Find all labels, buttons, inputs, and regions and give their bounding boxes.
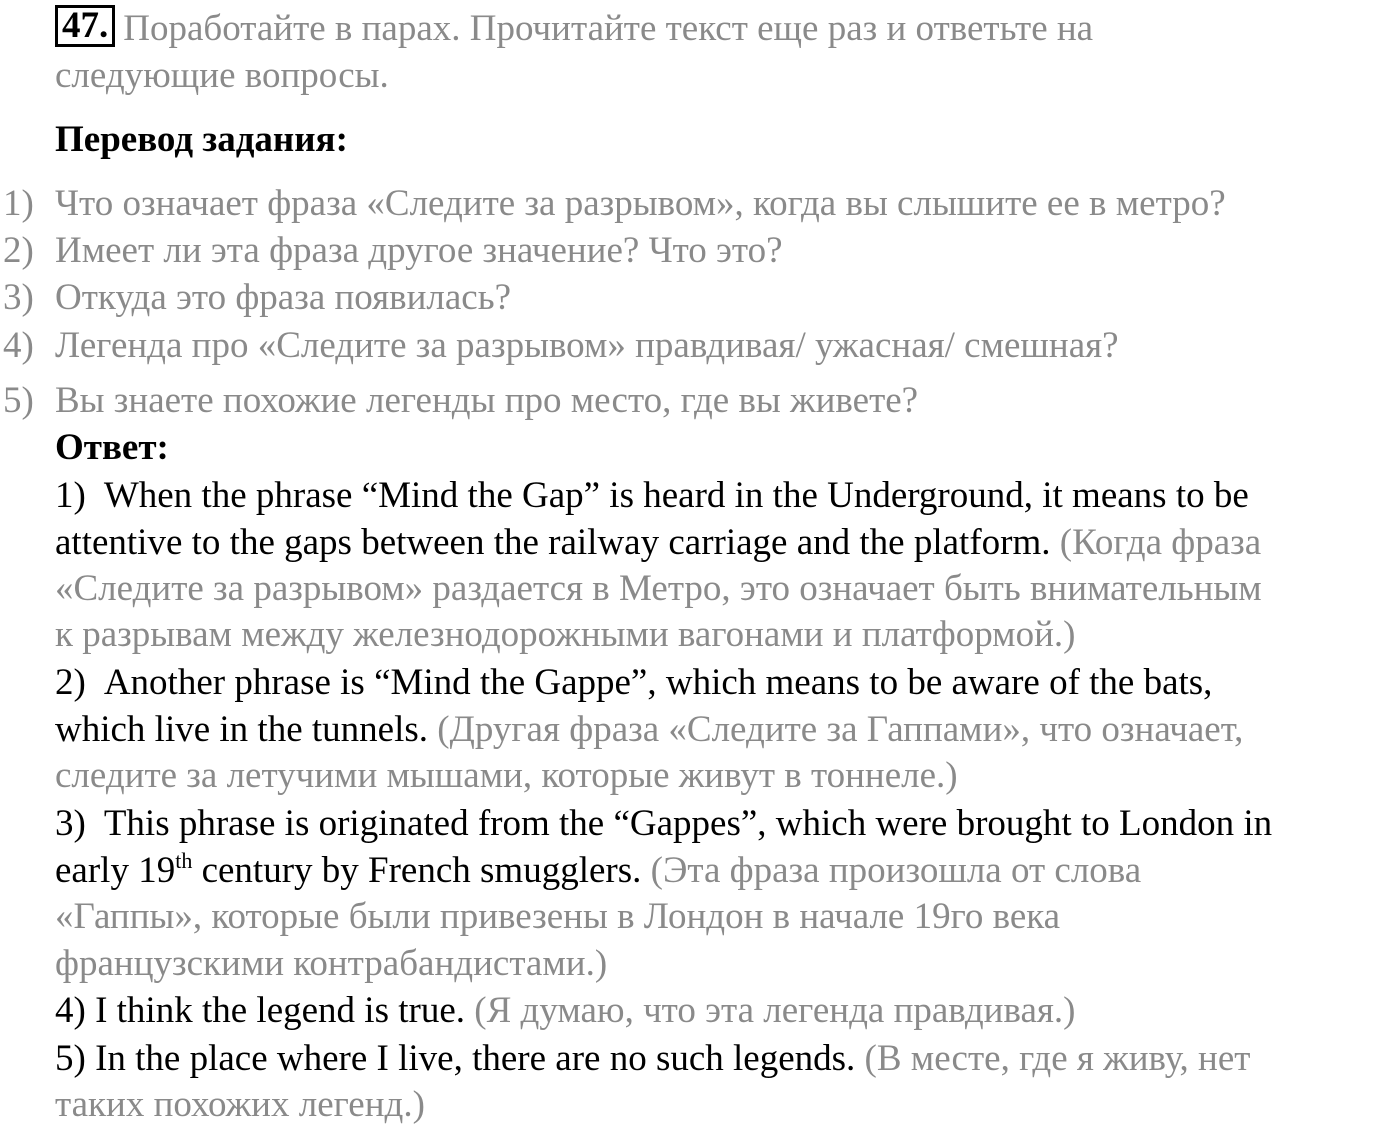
task-text: Поработайте в парах. Прочитайте текст еще раз и ответьте на — [123, 8, 1094, 49]
question-2 — [3, 228, 783, 274]
answer-3-line-3: «Гаппы», которые были привезены в Лондон в начале 19го века — [55, 896, 1061, 937]
question-text: Вы знаете похожие легенды про место, где вы живете? — [55, 380, 919, 421]
question-text: Имеет ли эта фраза другое значение? Что это? — [55, 230, 783, 271]
task-number-box: 47. — [55, 5, 115, 47]
question-text: Откуда это фраза появилась? — [55, 277, 511, 318]
task-line-1 — [55, 5, 1093, 52]
question-4 — [3, 323, 1119, 369]
answer-heading: Ответ: — [55, 427, 169, 468]
answer-5-line-1 — [55, 1036, 1250, 1082]
answer-number: 2) — [55, 662, 86, 703]
answer-translation: (Я думаю, что эта легенда правдивая.) — [474, 990, 1076, 1031]
question-text: Легенда про «Следите за разрывом» правдивая/ ужасная/ смешная? — [55, 325, 1119, 366]
task-line-2: следующие вопросы. — [55, 55, 389, 96]
answer-translation: (Другая фраза «Следите за Гаппами», что означает, — [437, 709, 1244, 750]
answer-1-line-2 — [55, 520, 1261, 566]
answer-1-line-3: «Следите за разрывом» раздается в Метро, это означает быть внимательным — [55, 568, 1262, 609]
question-number: 5) — [3, 380, 34, 421]
translation-heading: Перевод задания: — [55, 119, 348, 160]
answer-1-line-4: к разрывам между железнодорожными вагонами и платформой.) — [55, 614, 1076, 655]
answer-english: attentive to the gaps between the railway carriage and the platform. — [55, 522, 1051, 563]
answer-english: early 19th century by French smugglers. — [55, 848, 642, 891]
answer-4-line-1 — [55, 988, 1075, 1034]
answer-3-line-4: французскими контрабандистами.) — [55, 943, 608, 984]
answer-number: 3) — [55, 803, 86, 844]
question-5 — [3, 378, 918, 424]
answer-5-line-2: таких похожих легенд.) — [55, 1084, 425, 1125]
answer-translation: (Эта фраза произошла от слова — [650, 850, 1142, 891]
question-number: 2) — [3, 230, 34, 271]
answer-english: Another phrase is “Mind the Gappe”, which means to be aware of the bats, — [103, 662, 1213, 703]
answer-english: which live in the tunnels. — [55, 709, 429, 750]
question-1 — [3, 181, 1226, 227]
answer-translation: (Когда фраза — [1059, 522, 1262, 563]
question-number: 4) — [3, 325, 34, 366]
answer-number: 4) — [55, 990, 86, 1031]
ordinal-suffix: th — [175, 848, 193, 873]
answer-number: 5) — [55, 1038, 86, 1079]
answer-number: 1) — [55, 475, 86, 516]
answer-1-line-1 — [55, 473, 1249, 519]
answer-2-line-2 — [55, 707, 1243, 753]
answer-english: I think the legend is true. — [95, 990, 465, 1031]
answer-english: In the place where I live, there are no such legends. — [95, 1038, 856, 1079]
answer-english: When the phrase “Mind the Gap” is heard in the Underground, it means to be — [103, 475, 1249, 516]
question-number: 1) — [3, 183, 34, 224]
answer-3-line-2 — [55, 848, 1141, 894]
answer-2-line-3: следите за летучими мышами, которые живут в тоннеле.) — [55, 755, 958, 796]
answer-2-line-1 — [55, 660, 1212, 706]
answer-english: This phrase is originated from the “Gappes”, which were brought to London in — [103, 803, 1273, 844]
answer-3-line-1 — [55, 801, 1272, 847]
question-3 — [3, 275, 511, 321]
answer-translation: (В месте, где я живу, нет — [864, 1038, 1251, 1079]
question-text: Что означает фраза «Следите за разрывом», когда вы слышите ее в метро? — [55, 183, 1226, 224]
question-number: 3) — [3, 277, 34, 318]
